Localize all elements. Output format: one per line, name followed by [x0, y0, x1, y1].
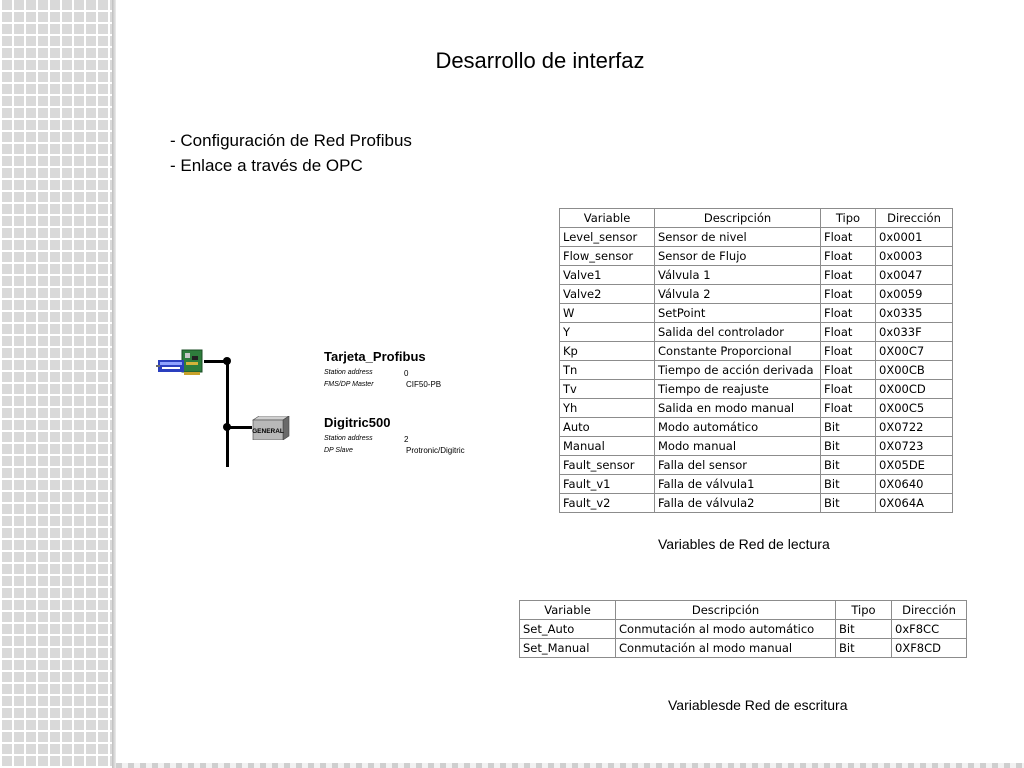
column-header-variable: Variable: [520, 601, 616, 620]
cell-tipo: Bit: [821, 475, 876, 494]
cell-descripcion: Tiempo de reajuste: [655, 380, 821, 399]
cell-variable: Y: [560, 323, 655, 342]
table-row: [560, 304, 953, 323]
cell-direccion: 0x0001: [876, 228, 953, 247]
cell-tipo: Float: [821, 247, 876, 266]
table-row: [560, 494, 953, 513]
table-row: [560, 418, 953, 437]
table-row: [560, 228, 953, 247]
cell-descripcion: Conmutación al modo automático: [616, 620, 836, 639]
column-header-descripcion: Descripción: [655, 209, 821, 228]
cell-descripcion: Modo manual: [655, 437, 821, 456]
table-row: [560, 361, 953, 380]
cell-direccion: 0X0723: [876, 437, 953, 456]
table-row: [560, 247, 953, 266]
cell-direccion: 0x033F: [876, 323, 953, 342]
cell-tipo: Float: [821, 266, 876, 285]
cell-tipo: Float: [821, 399, 876, 418]
bullet-list: [170, 128, 412, 178]
cell-variable: Level_sensor: [560, 228, 655, 247]
column-header-direccion: Dirección: [876, 209, 953, 228]
bullet-item: - Configuración de Red Profibus: [170, 131, 412, 150]
table-row: [560, 475, 953, 494]
cell-tipo: Float: [821, 228, 876, 247]
cell-variable: Flow_sensor: [560, 247, 655, 266]
master-station-address: 0: [404, 369, 409, 378]
cell-descripcion: Sensor de nivel: [655, 228, 821, 247]
table-header-row: [560, 209, 953, 228]
read-table-caption: Variables de Red de lectura: [658, 536, 830, 552]
table-row: [520, 639, 967, 658]
cell-tipo: Float: [821, 304, 876, 323]
cell-tipo: Bit: [836, 620, 892, 639]
cell-variable: Tn: [560, 361, 655, 380]
table-header-row: [520, 601, 967, 620]
cell-direccion: 0X064A: [876, 494, 953, 513]
column-header-variable: Variable: [560, 209, 655, 228]
write-table-caption: Variablesde Red de escritura: [668, 697, 848, 713]
cell-variable: Set_Auto: [520, 620, 616, 639]
table-row: [560, 342, 953, 361]
slave-device-name: Digitric500: [324, 415, 391, 430]
bottom-strip-decoration: [116, 763, 1024, 768]
master-role-label: FMS/DP Master: [324, 381, 374, 388]
cell-descripcion: Válvula 1: [655, 266, 821, 285]
cell-variable: Auto: [560, 418, 655, 437]
cell-descripcion: Conmutación al modo manual: [616, 639, 836, 658]
general-icon-text: GENERAL: [252, 428, 284, 435]
bus-node-slave: [223, 423, 231, 431]
write-variables-table: [519, 600, 967, 658]
read-variables-table: [559, 208, 953, 513]
cell-descripcion: Tiempo de acción derivada: [655, 361, 821, 380]
cell-direccion: 0X00C7: [876, 342, 953, 361]
column-header-tipo: Tipo: [836, 601, 892, 620]
cell-tipo: Bit: [836, 639, 892, 658]
side-pattern-decoration: [0, 0, 112, 768]
cell-tipo: Float: [821, 380, 876, 399]
cell-descripcion: SetPoint: [655, 304, 821, 323]
cell-variable: Yh: [560, 399, 655, 418]
slave-station-address-label: Station address: [324, 435, 373, 442]
page-title: Desarrollo de interfaz: [435, 48, 645, 73]
slave-role-value: Protronic/Digitric: [406, 446, 465, 455]
cell-variable: Set_Manual: [520, 639, 616, 658]
cell-direccion: 0X00CB: [876, 361, 953, 380]
cell-descripcion: Válvula 2: [655, 285, 821, 304]
table-row: [560, 380, 953, 399]
table-row: [520, 620, 967, 639]
cell-variable: W: [560, 304, 655, 323]
cell-variable: Valve1: [560, 266, 655, 285]
cell-descripcion: Falla del sensor: [655, 456, 821, 475]
table-row: [560, 456, 953, 475]
cell-variable: Tv: [560, 380, 655, 399]
cell-descripcion: Sensor de Flujo: [655, 247, 821, 266]
cell-tipo: Bit: [821, 418, 876, 437]
cell-direccion: 0X00CD: [876, 380, 953, 399]
cell-variable: Kp: [560, 342, 655, 361]
cell-direccion: 0XF8CD: [892, 639, 967, 658]
cell-tipo: Float: [821, 361, 876, 380]
cell-descripcion: Constante Proporcional: [655, 342, 821, 361]
master-role-value: CIF50-PB: [406, 380, 442, 389]
column-header-direccion: Dirección: [892, 601, 967, 620]
cell-direccion: 0X0640: [876, 475, 953, 494]
bullet-item: - Enlace a través de OPC: [170, 156, 363, 175]
cell-variable: Fault_sensor: [560, 456, 655, 475]
slave-role-label: DP Slave: [324, 447, 353, 454]
cell-tipo: Float: [821, 323, 876, 342]
master-station-address-label: Station address: [324, 369, 373, 376]
cell-direccion: 0X0722: [876, 418, 953, 437]
master-device-name: Tarjeta_Profibus: [324, 349, 426, 364]
cell-direccion: 0X05DE: [876, 456, 953, 475]
cell-direccion: 0X00C5: [876, 399, 953, 418]
general-slave-icon[interactable]: [251, 416, 291, 440]
table-row: [560, 399, 953, 418]
cell-descripcion: Salida del controlador: [655, 323, 821, 342]
cell-direccion: 0x0047: [876, 266, 953, 285]
table-row: [560, 266, 953, 285]
cell-descripcion: Salida en modo manual: [655, 399, 821, 418]
cell-tipo: Float: [821, 342, 876, 361]
table-row: [560, 323, 953, 342]
table-row: [560, 285, 953, 304]
cell-variable: Fault_v1: [560, 475, 655, 494]
cell-direccion: 0x0059: [876, 285, 953, 304]
cell-variable: Fault_v2: [560, 494, 655, 513]
cell-direccion: 0x0335: [876, 304, 953, 323]
cell-direccion: 0x0003: [876, 247, 953, 266]
cell-tipo: Bit: [821, 494, 876, 513]
bus-vertical-line: [226, 360, 229, 467]
profibus-card-icon[interactable]: [156, 348, 206, 378]
cell-descripcion: Falla de válvula2: [655, 494, 821, 513]
cell-tipo: Bit: [821, 456, 876, 475]
cell-descripcion: Modo automático: [655, 418, 821, 437]
slave-station-address: 2: [404, 435, 409, 444]
cell-descripcion: Falla de válvula1: [655, 475, 821, 494]
cell-direccion: 0xF8CC: [892, 620, 967, 639]
side-edge-decoration: [112, 0, 116, 768]
column-header-descripcion: Descripción: [616, 601, 836, 620]
cell-tipo: Float: [821, 285, 876, 304]
cell-tipo: Bit: [821, 437, 876, 456]
bus-node-master: [223, 357, 231, 365]
column-header-tipo: Tipo: [821, 209, 876, 228]
cell-variable: Valve2: [560, 285, 655, 304]
cell-variable: Manual: [560, 437, 655, 456]
table-row: [560, 437, 953, 456]
